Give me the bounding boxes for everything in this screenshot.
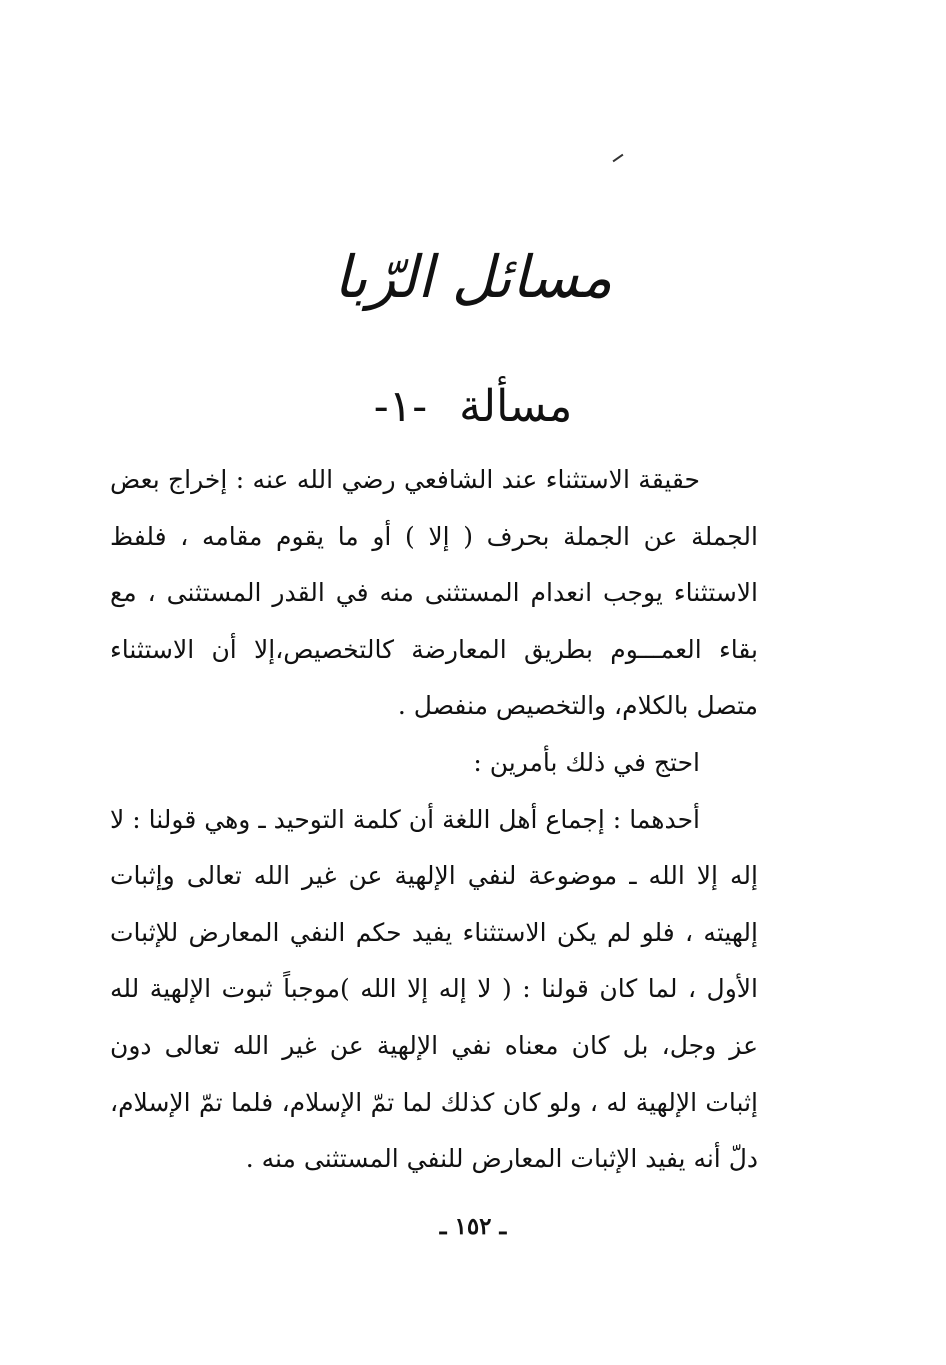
paragraph-argument-intro: احتج في ذلك بأمرين : bbox=[473, 747, 700, 777]
section-label: مسألة bbox=[459, 381, 573, 432]
paragraph-first-argument: أحدهما : إجماع أهل اللغة أن كلمة التوحيد ـ وهي قولنا : لا إله إلا الله ـ موضوعة لنفي الإلهية عن غير الله تعالى وإثبات إلهيته ، فلو لم يكن الاستثناء يفيد حكم النفي المعارض للإثبات الأول ، لما كان قولنا : ( لا إله إلا الله )موجباً ثبوت الإلهية لله عز وجل، بل كان معناه نفي الإلهية عن غير الله تعالى دون إثبات الإلهية له ، ولو كان كذلك لما تمّ الإسلام، فلما تمّ الإسلام، دلّ أنه يفيد الإثبات المعارض للنفي المستثنى منه . bbox=[110, 804, 758, 1174]
page-number: ـ ١٥٢ ـ bbox=[439, 1213, 507, 1240]
paragraph-definition: حقيقة الاستثناء عند الشافعي رضي الله عنه : إخراج بعض الجملة عن الجملة بحرف ( إلا ) أو ما يقوم مقامه ، فلفظ الاستثناء يوجب انعدام المستثنى منه في القدر المستثنى ، مع بقاء العمـــوم بطريق المعارضة كالتخصيص،إلا أن الاستثناء متصل بالكلام، والتخصيص منفصل . bbox=[110, 465, 758, 721]
body-text bbox=[110, 452, 758, 1188]
chapter-title: مسائل الرّبا bbox=[333, 243, 613, 311]
section-heading bbox=[0, 372, 946, 442]
section-number: -١- bbox=[373, 381, 428, 432]
stray-pen-mark bbox=[613, 154, 624, 163]
